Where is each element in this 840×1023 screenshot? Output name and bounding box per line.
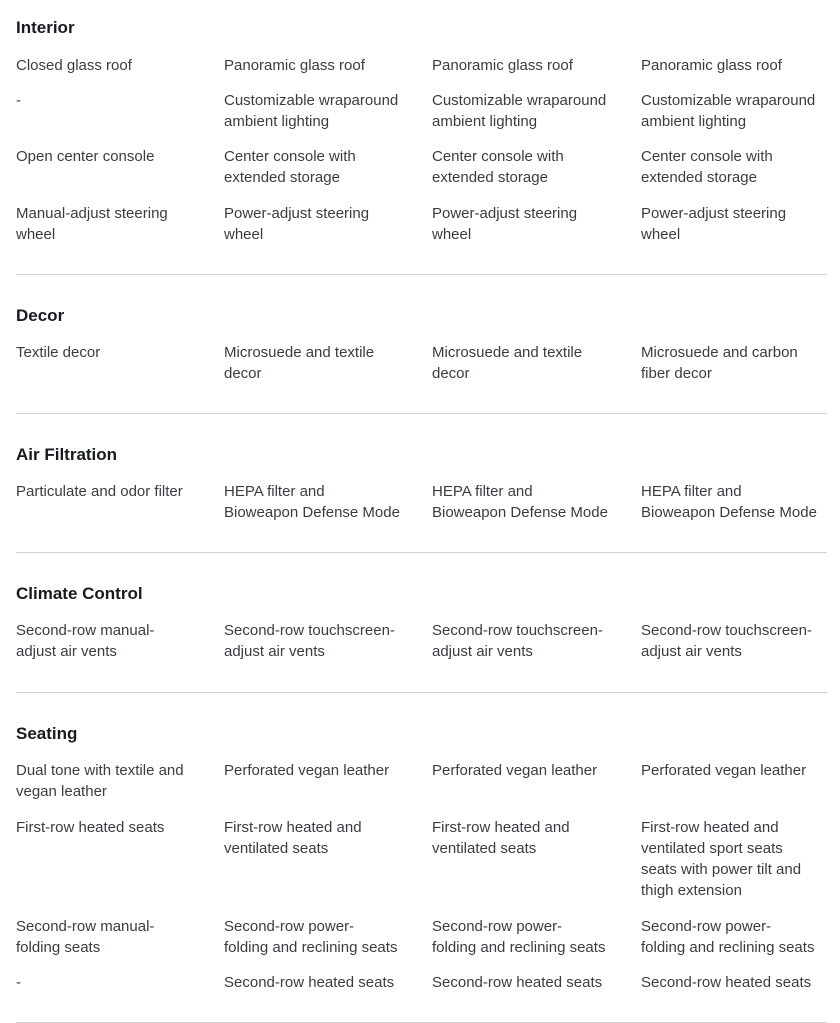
spec-cell: Second-row manual- folding seats	[16, 918, 155, 956]
section-air-filtration	[16, 414, 827, 553]
spec-cell: Panoramic glass roof	[224, 57, 365, 74]
spec-cell: First-row heated and ventilated seats	[224, 819, 362, 857]
spec-cell: Dual tone with textile and vegan leather	[16, 762, 184, 800]
spec-cell: Customizable wraparound ambient lighting	[432, 92, 607, 130]
spec-cell: Open center console	[16, 148, 155, 165]
spec-cell: HEPA filter and Bioweapon Defense Mode	[224, 483, 400, 521]
spec-cell: Center console with extended storage	[432, 148, 564, 186]
spec-cell: Second-row power- folding and reclining seats	[641, 918, 815, 956]
spec-cell: Second-row heated seats	[641, 974, 812, 991]
section-title: Climate Control	[16, 584, 143, 603]
section-title: Seating	[16, 724, 78, 743]
spec-cell: Microsuede and textile decor	[432, 344, 583, 382]
spec-cell: Panoramic glass roof	[432, 57, 573, 74]
spec-cell: HEPA filter and Bioweapon Defense Mode	[641, 483, 817, 521]
spec-cell: Center console with extended storage	[641, 148, 773, 186]
spec-cell: Perforated vegan leather	[432, 762, 598, 779]
spec-cell: Second-row heated seats	[432, 974, 603, 991]
spec-cell: Perforated vegan leather	[641, 762, 807, 779]
spec-cell: Manual-adjust steering wheel	[16, 205, 168, 243]
section-title: Air Filtration	[16, 445, 118, 464]
spec-cell: Center console with extended storage	[224, 148, 356, 186]
section-seating	[16, 693, 827, 1023]
spec-cell: Perforated vegan leather	[224, 762, 390, 779]
spec-cell: Microsuede and textile decor	[224, 344, 375, 382]
spec-cell: Second-row heated seats	[224, 974, 395, 991]
spec-cell: -	[16, 974, 21, 991]
spec-cell: Second-row touchscreen- adjust air vents	[641, 622, 812, 660]
spec-cell: HEPA filter and Bioweapon Defense Mode	[432, 483, 608, 521]
spec-cell: Textile decor	[16, 344, 101, 361]
spec-cell: Panoramic glass roof	[641, 57, 782, 74]
spec-cell: Microsuede and carbon fiber decor	[641, 344, 798, 382]
spec-cell: Second-row touchscreen- adjust air vents	[432, 622, 603, 660]
spec-cell: First-row heated and ventilated seats	[432, 819, 570, 857]
spec-cell: Closed glass roof	[16, 57, 132, 74]
spec-cell: Power-adjust steering wheel	[432, 205, 578, 243]
spec-cell: First-row heated seats	[16, 819, 165, 836]
spec-cell: First-row heated and ventilated sport seats seats with power tilt and thigh extension	[641, 819, 802, 899]
spec-cell: Second-row manual- adjust air vents	[16, 622, 155, 660]
spec-cell: Second-row touchscreen- adjust air vents	[224, 622, 395, 660]
spec-cell: Customizable wraparound ambient lighting	[224, 92, 399, 130]
spec-cell: Power-adjust steering wheel	[641, 205, 787, 243]
spec-cell: Customizable wraparound ambient lighting	[641, 92, 816, 130]
section-title: Decor	[16, 306, 65, 325]
spec-cell: Second-row power- folding and reclining seats	[432, 918, 606, 956]
section-interior	[16, 0, 827, 275]
spec-cell: Particulate and odor filter	[16, 483, 183, 500]
spec-cell: -	[16, 92, 21, 109]
spec-cell: Second-row power- folding and reclining seats	[224, 918, 398, 956]
section-decor	[16, 275, 827, 414]
section-title: Interior	[16, 18, 75, 37]
spec-cell: Power-adjust steering wheel	[224, 205, 370, 243]
section-climate-control	[16, 553, 827, 693]
